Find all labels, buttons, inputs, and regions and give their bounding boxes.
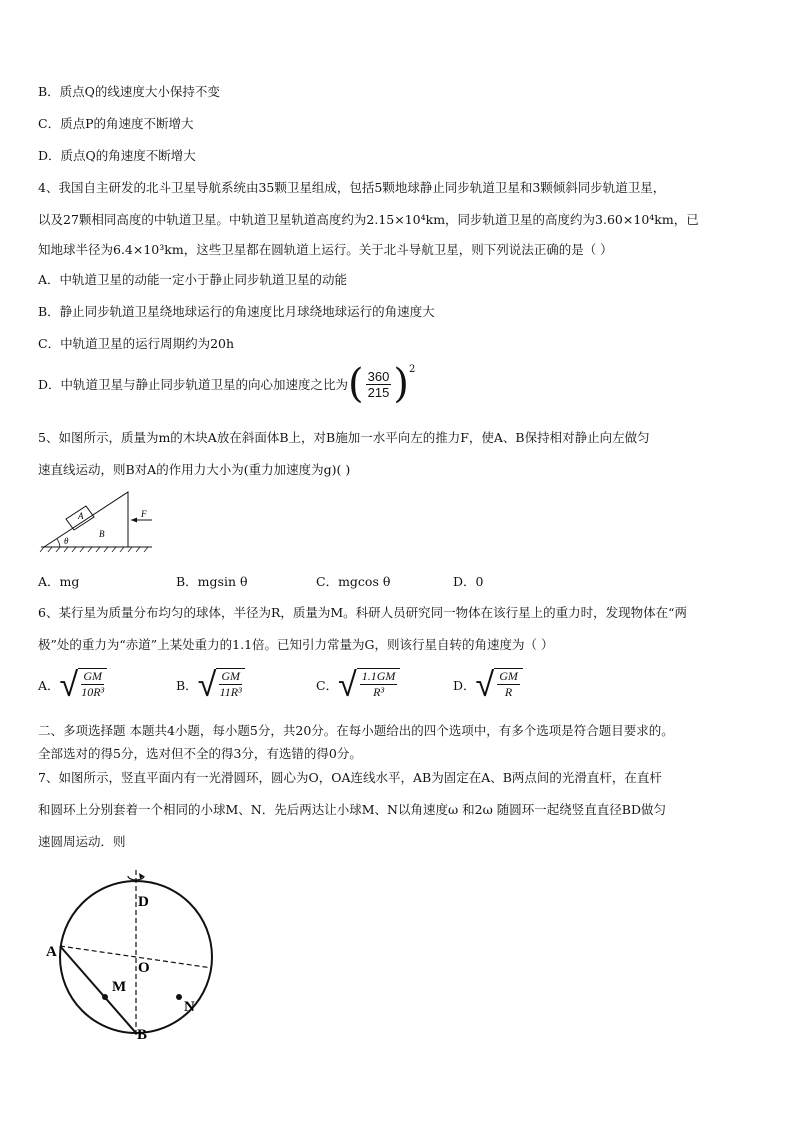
- sqrt-d: [475, 665, 523, 705]
- incline-block-b: [44, 492, 128, 547]
- q5-option-b: B．mgsin θ: [176, 574, 248, 589]
- radical-sign: √: [475, 665, 495, 705]
- ball-n: [176, 994, 182, 1000]
- q4-option-d: [38, 361, 416, 407]
- sqrt-c: [338, 665, 400, 705]
- q4-option-c: C．中轨道卫星的运行周期约为20h: [38, 336, 235, 351]
- q4-stem-line1: 4、我国自主研发的北斗卫星导航系统由35颗卫星组成，包括5颗地球静止同步轨道卫星和3颗倾斜同步轨道卫星，: [38, 180, 666, 195]
- ball-m: [102, 994, 108, 1000]
- sqrt-c-denominator: R³: [373, 685, 385, 699]
- sqrt-b: [197, 665, 245, 705]
- dashed-line-oa: [60, 946, 212, 968]
- q6-stem-line1: 6、某行星为质量分布均匀的球体，半径为R，质量为M。科研人员研究同一物体在该行星上的重力时，发现物体在“两: [38, 605, 688, 620]
- q7-figure: [44, 864, 214, 1042]
- q4-option-d-text: D．中轨道卫星与静止同步轨道卫星的向心加速度之比为: [38, 377, 349, 392]
- sqrt-a: [59, 665, 108, 705]
- q5-stem-line2: 速直线运动，则B对A的作用力大小为(重力加速度为g)( ): [38, 462, 351, 477]
- radical-sign: √: [338, 665, 357, 705]
- label-f: F: [141, 509, 147, 519]
- label-b: B: [99, 529, 105, 539]
- q7-stem-line2: 和圆环上分别套着一个相同的小球M、N．先后两达让小球M、N以角速度ω 和2ω 随圆环一起绕竖直直径BD做匀: [38, 802, 666, 817]
- sqrt-a-numerator: GM: [83, 669, 102, 683]
- ratio-fraction: [366, 369, 392, 400]
- label-o: O: [138, 960, 150, 976]
- q5-figure: [38, 488, 156, 554]
- q4-stem-line3: 知地球半径为6.4×10³km，这些卫星都在圆轨道上运行。关于北斗导航卫星，则下列说法正确的是（ ）: [38, 242, 613, 257]
- sqrt-b-denominator: 11R³: [219, 685, 242, 699]
- label-n: N: [184, 999, 195, 1015]
- q4-option-b: B．静止同步轨道卫星绕地球运行的角速度比月球绕地球运行的角速度大: [38, 304, 435, 319]
- q3-option-d: D．质点Q的角速度不断增大: [38, 148, 196, 163]
- label-m: M: [112, 979, 127, 995]
- right-paren: ): [393, 361, 409, 407]
- q6-option-c: [316, 665, 400, 705]
- label-b: B: [137, 1027, 148, 1042]
- q6-option-b: [176, 665, 245, 705]
- label-d: D: [138, 894, 149, 910]
- section2-heading-line2: 全部选对的得5分，选对但不全的得3分，有选错的得0分。: [38, 746, 362, 761]
- label-a: A: [46, 944, 57, 960]
- force-arrowhead: [131, 518, 137, 523]
- radicand-a: [78, 668, 107, 702]
- radical-sign: √: [197, 665, 217, 705]
- q6-option-a-label: A．: [38, 678, 60, 693]
- q5-stem-line1: 5、如图所示，质量为m的木块A放在斜面体B上，对B施加一水平向左的推力F，使A、B保持相对静止向左做匀: [38, 430, 650, 445]
- sqrt-d-denominator: R: [504, 685, 513, 699]
- ratio-exponent: 2: [408, 364, 416, 375]
- sqrt-a-denominator: 10R³: [81, 685, 105, 699]
- q6-option-a: [38, 665, 107, 705]
- q6-option-d: [453, 665, 523, 705]
- q6-option-d-label: D．: [453, 678, 476, 693]
- q5-option-c: C．mgcos θ: [316, 574, 391, 589]
- q7-stem-line3: 速圆周运动．则: [38, 834, 126, 849]
- q7-stem-line1: 7、如图所示，竖直平面内有一光滑圆环，圆心为O，OA连线水平，AB为固定在A、B两点间的光滑直杆，在直杆: [38, 770, 662, 785]
- q5-option-a: A．mg: [38, 574, 80, 589]
- sqrt-c-numerator: 1.1GM: [361, 669, 396, 683]
- section2-heading-line1: 二、多项选择题 本题共4小题，每小题5分，共20分。在每小题给出的四个选项中，有多个选项是符合题目要求的。: [38, 723, 674, 738]
- q6-stem-line2: 极”处的重力为“赤道”上某处重力的1.1倍。已知引力常量为G，则该行星自转的角速度为（ ）: [38, 637, 554, 652]
- ground-hatch: [40, 547, 148, 552]
- sqrt-d-numerator: GM: [499, 669, 518, 683]
- q6-option-b-label: B．: [176, 678, 198, 693]
- label-theta: θ: [64, 536, 69, 546]
- q6-option-c-label: C．: [316, 678, 339, 693]
- radicand-d: [494, 668, 523, 702]
- q3-option-b: B．质点Q的线速度大小保持不变: [38, 84, 220, 99]
- radicand-c: [357, 668, 401, 702]
- angle-arc: [57, 539, 60, 547]
- left-paren: (: [348, 361, 364, 407]
- radicand-b: [216, 668, 245, 702]
- sqrt-b-numerator: GM: [221, 669, 241, 683]
- ratio-numerator: 360: [367, 368, 390, 384]
- ratio-denominator: 215: [367, 384, 390, 400]
- q4-option-a: A．中轨道卫星的动能一定小于静止同步轨道卫星的动能: [38, 272, 348, 287]
- q4-stem-line2: 以及27颗相同高度的中轨道卫星。中轨道卫星轨道高度约为2.15×10⁴km，同步轨道卫星的高度约为3.60×10⁴km，已: [38, 212, 699, 227]
- q5-option-d: D．0: [453, 574, 484, 589]
- radical-sign: √: [59, 665, 79, 705]
- q3-option-c: C．质点P的角速度不断增大: [38, 116, 194, 131]
- label-a: A: [78, 511, 84, 521]
